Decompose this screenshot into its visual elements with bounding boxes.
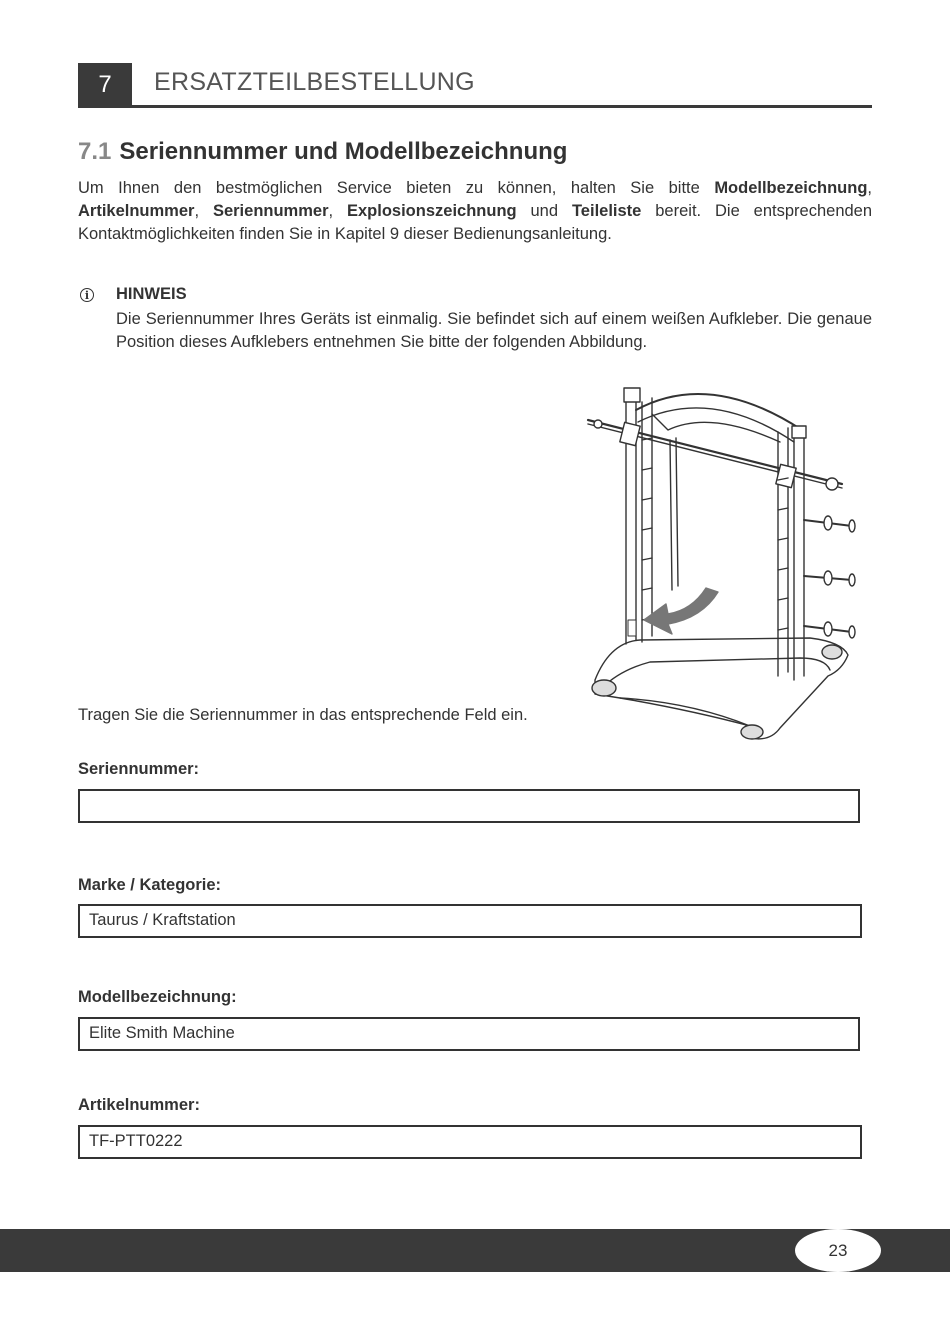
intro-text: bereit. Die entsprechenden Kontaktmöglichkeiten finden Sie in Kapitel 9 dieser Bedienungsanleitung. (78, 202, 873, 243)
serial-number-field[interactable] (78, 789, 860, 823)
intro-text: und (516, 202, 572, 220)
chapter-divider (78, 105, 872, 108)
model-label: Modellbezeichnung: (78, 988, 237, 1006)
intro-bold-article: Artikelnummer (78, 202, 195, 220)
article-number-field[interactable]: TF-PTT0222 (78, 1125, 862, 1159)
intro-bold-explosion: Explosionszeichnung (347, 202, 517, 220)
serial-label: Seriennummer: (78, 760, 200, 778)
section-number: 7.1 (78, 138, 112, 165)
intro-bold-model: Modellbezeichnung (714, 179, 868, 197)
page-number-badge (795, 1229, 881, 1272)
instruction-text: Tragen Sie die Seriennummer in das entsprechende Feld ein. (78, 706, 528, 724)
note-text: Die Seriennummer Ihres Geräts ist einmalig. Sie befindet sich auf einem weißen Aufkleber. Die genaue Position dieses Aufklebers entnehmen Sie bitte der folgenden Abbildung. (116, 310, 872, 351)
note-heading: HINWEIS (116, 285, 187, 303)
chapter-number-box (78, 63, 132, 107)
smith-machine-illustration (580, 380, 870, 750)
brand-category-field[interactable]: Taurus / Kraftstation (78, 904, 862, 938)
intro-bold-partslist: Teileliste (571, 202, 642, 220)
intro-bold-serial: Seriennummer (212, 202, 329, 220)
info-icon: i (80, 288, 94, 302)
model-field[interactable]: Elite Smith Machine (78, 1017, 860, 1051)
intro-text: , (328, 202, 347, 220)
section-heading (78, 138, 567, 166)
article-number-label: Artikelnummer: (78, 1096, 200, 1114)
intro-text: Um Ihnen den bestmöglichen Service bieten zu können, halten Sie bitte (78, 179, 715, 197)
intro-text: , (194, 202, 213, 220)
chapter-title: ERSATZTEILBESTELLUNG (154, 68, 475, 96)
chapter-number: 7 (98, 71, 112, 98)
page-number: 23 (828, 1240, 848, 1260)
intro-paragraph (78, 177, 872, 246)
brand-category-label: Marke / Kategorie: (78, 876, 222, 894)
section-title: Seriennummer und Modellbezeichnung (119, 138, 568, 165)
intro-text: , (867, 179, 872, 197)
